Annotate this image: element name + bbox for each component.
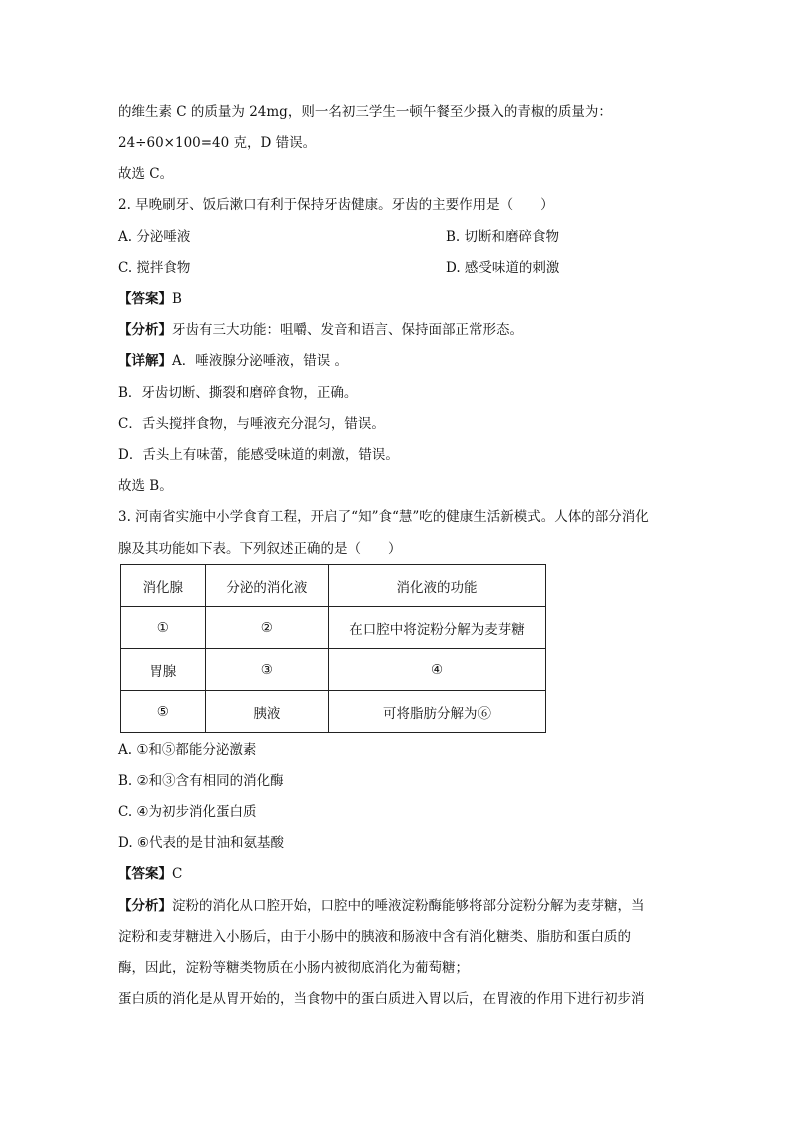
text-line: 的维生素 C 的质量为 24mg，则一名初三学生一顿午餐至少摄入的青椒的质量为：: [118, 104, 612, 120]
option-d: D. 感受味道的刺激: [446, 260, 560, 276]
digestive-glands-table: [120, 564, 546, 733]
table-row: [121, 691, 546, 733]
option-c: C. 搅拌食物: [118, 260, 191, 276]
question-2-stem: 2. 早晚刷牙、饭后漱口有利于保持牙齿健康。牙齿的主要作用是（ ）: [118, 197, 554, 213]
analysis-text: 牙齿有三大功能：咀嚼、发音和语言、保持面部正常形态。: [172, 322, 523, 338]
option-a: A. ①和⑤都能分泌激素: [118, 742, 257, 758]
table-header-cell: 消化腺: [121, 565, 206, 607]
answer-value: B: [172, 291, 182, 307]
analysis-line: [118, 321, 678, 339]
table-row: [121, 607, 546, 649]
table-cell: 在口腔中将淀粉分解为麦芽糖: [329, 607, 546, 649]
table-cell: ④: [329, 649, 546, 691]
analysis-line: 淀粉和麦芽糖进入小肠后，由于小肠中的胰液和肠液中含有消化糖类、脂肪和蛋白质的: [118, 929, 631, 945]
text-line: 故选 C。: [118, 166, 174, 182]
question-3-stem: 3. 河南省实施中小学食育工程，开启了“知”食“慧”吃的健康生活新模式。人体的部分消化: [118, 509, 649, 525]
option-b: B. 切断和磨碎食物: [446, 229, 560, 245]
option-d: D. ⑥代表的是甘油和氨基酸: [118, 835, 285, 851]
analysis-label: 【分析】: [118, 322, 172, 338]
table-cell: ②: [205, 607, 328, 649]
option-c: C. ④为初步消化蛋白质: [118, 804, 257, 820]
question-2-options-row-2: [118, 259, 678, 277]
detail-line: C．舌头搅拌食物，与唾液充分混匀，错误。: [118, 416, 385, 432]
answer-label: 【答案】: [118, 866, 172, 882]
detail-text: A．唾液腺分泌唾液，错误 。: [172, 353, 349, 369]
analysis-line: [118, 897, 678, 915]
answer-label: 【答案】: [118, 291, 172, 307]
table-cell: ①: [121, 607, 206, 649]
table-cell: 可将脂肪分解为⑥: [329, 691, 546, 733]
answer-line: [118, 290, 678, 308]
table-cell: 胰液: [205, 691, 328, 733]
table-row: [121, 649, 546, 691]
answer-value: C: [172, 866, 183, 882]
table-header-row: [121, 565, 546, 607]
table-cell: 胃腺: [121, 649, 206, 691]
detail-line: B．牙齿切断、撕裂和磨碎食物，正确。: [118, 385, 358, 401]
analysis-line: 蛋白质的消化是从胃开始的，当食物中的蛋白质进入胃以后，在胃液的作用下进行初步消: [118, 991, 645, 1007]
table-cell: ⑤: [121, 691, 206, 733]
detail-line: D．舌头上有味蕾，能感受味道的刺激，错误。: [118, 447, 399, 463]
analysis-text: 淀粉的消化从口腔开始，口腔中的唾液淀粉酶能够将部分淀粉分解为麦芽糖，当: [172, 898, 645, 914]
question-3-stem: 腺及其功能如下表。下列叙述正确的是（ ）: [118, 541, 402, 557]
option-a: A. 分泌唾液: [118, 229, 191, 245]
question-2-options-row-1: [118, 228, 678, 246]
answer-line: [118, 865, 678, 883]
table-header-cell: 消化液的功能: [329, 565, 546, 607]
option-b: B. ②和③含有相同的消化酶: [118, 773, 284, 789]
conclusion-line: 故选 B。: [118, 478, 173, 494]
table-header-cell: 分泌的消化液: [205, 565, 328, 607]
analysis-line: 酶，因此，淀粉等糖类物质在小肠内被彻底消化为葡萄糖；: [118, 960, 469, 976]
detail-label: 【详解】: [118, 353, 172, 369]
text-line: 24÷60×100=40 克，D 错误。: [118, 135, 317, 151]
analysis-label: 【分析】: [118, 898, 172, 914]
table-cell: ③: [205, 649, 328, 691]
detail-line: [118, 352, 678, 370]
